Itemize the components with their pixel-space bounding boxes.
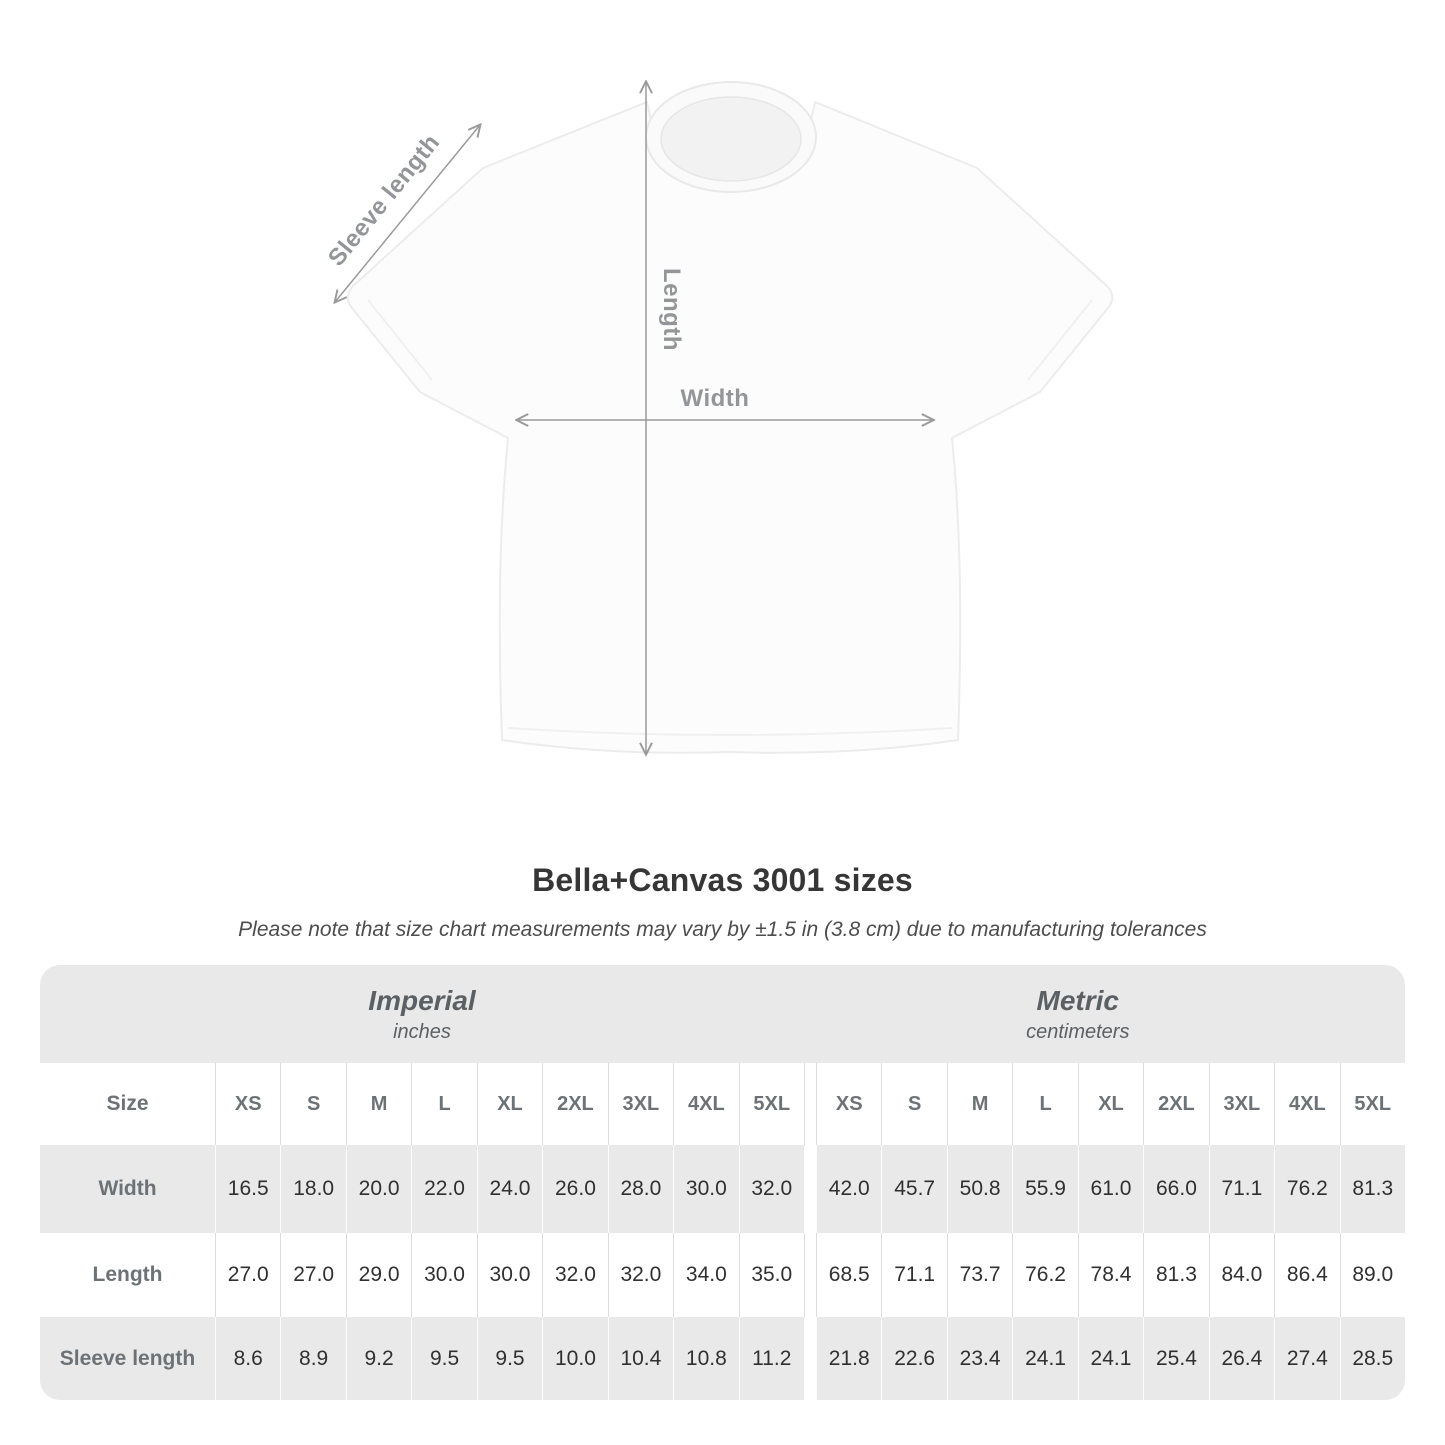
metric-value-cell: 73.7 (947, 1233, 1012, 1317)
size-column-header: 3XL (608, 1063, 673, 1145)
metric-value-cell: 50.8 (947, 1145, 1012, 1233)
metric-value-cell: 86.4 (1274, 1233, 1339, 1317)
metric-value-cell: 45.7 (881, 1145, 946, 1233)
imperial-value-cell: 8.9 (280, 1317, 345, 1400)
table-row (40, 1233, 1405, 1317)
page-title: Bella+Canvas 3001 sizes (532, 862, 913, 898)
metric-value-cell: 89.0 (1340, 1233, 1405, 1317)
size-column-header: 4XL (1274, 1063, 1339, 1145)
size-column-header: L (1012, 1063, 1077, 1145)
imperial-value-cell: 30.0 (477, 1233, 542, 1317)
size-column-header: S (881, 1063, 946, 1145)
measurement-row-label: Width (98, 1177, 157, 1200)
size-column-header: 2XL (542, 1063, 607, 1145)
size-column-header: XL (477, 1063, 542, 1145)
imperial-value-cell: 26.0 (542, 1145, 607, 1233)
imperial-title: Imperial (368, 984, 476, 1016)
imperial-value-cell: 24.0 (477, 1145, 542, 1233)
imperial-value-cell: 32.0 (739, 1145, 804, 1233)
size-column-header: M (947, 1063, 1012, 1145)
metric-value-cell: 68.5 (816, 1233, 881, 1317)
size-column-header: 5XL (739, 1063, 804, 1145)
metric-value-cell: 24.1 (1012, 1317, 1077, 1400)
metric-value-cell: 28.5 (1340, 1317, 1405, 1400)
section-divider (804, 1233, 816, 1317)
imperial-value-cell: 18.0 (280, 1145, 345, 1233)
imperial-value-cell: 35.0 (739, 1233, 804, 1317)
metric-value-cell: 71.1 (881, 1233, 946, 1317)
imperial-value-cell: 11.2 (739, 1317, 804, 1400)
length-label: Length (658, 268, 685, 351)
metric-value-cell: 61.0 (1078, 1145, 1143, 1233)
imperial-value-cell: 22.0 (411, 1145, 476, 1233)
size-column-header: 3XL (1209, 1063, 1274, 1145)
table-row (40, 1145, 1405, 1233)
sleeve-length-label: Sleeve length (322, 129, 446, 272)
metric-value-cell: 76.2 (1274, 1145, 1339, 1233)
measurement-row-label: Length (92, 1263, 163, 1286)
size-column-header: S (280, 1063, 345, 1145)
section-divider (804, 1063, 816, 1145)
imperial-value-cell: 27.0 (215, 1233, 280, 1317)
metric-value-cell: 84.0 (1209, 1233, 1274, 1317)
imperial-value-cell: 9.2 (346, 1317, 411, 1400)
collar-inner (661, 97, 801, 181)
metric-section-header (816, 965, 1340, 1063)
unit-section-band (40, 965, 1405, 1063)
metric-unit: centimeters (1026, 1020, 1130, 1043)
metric-value-cell: 42.0 (816, 1145, 881, 1233)
size-column-header: L (411, 1063, 476, 1145)
size-column-header: 5XL (1340, 1063, 1405, 1145)
imperial-value-cell: 10.0 (542, 1317, 607, 1400)
metric-value-cell: 22.6 (881, 1317, 946, 1400)
imperial-value-cell: 10.8 (673, 1317, 738, 1400)
imperial-unit: inches (393, 1020, 451, 1043)
imperial-value-cell: 10.4 (608, 1317, 673, 1400)
imperial-value-cell: 8.6 (215, 1317, 280, 1400)
size-column-header: XS (816, 1063, 881, 1145)
metric-value-cell: 27.4 (1274, 1317, 1339, 1400)
metric-value-cell: 23.4 (947, 1317, 1012, 1400)
imperial-value-cell: 29.0 (346, 1233, 411, 1317)
metric-value-cell: 21.8 (816, 1317, 881, 1400)
metric-value-cell: 24.1 (1078, 1317, 1143, 1400)
size-column-header: 2XL (1143, 1063, 1208, 1145)
size-column-header: XS (215, 1063, 280, 1145)
metric-value-cell: 81.3 (1340, 1145, 1405, 1233)
metric-value-cell: 81.3 (1143, 1233, 1208, 1317)
metric-value-cell: 26.4 (1209, 1317, 1274, 1400)
imperial-section-header (40, 965, 804, 1063)
size-column-header: M (346, 1063, 411, 1145)
metric-value-cell: 71.1 (1209, 1145, 1274, 1233)
tshirt-image (348, 82, 1113, 753)
size-column-header: XL (1078, 1063, 1143, 1145)
metric-title: Metric (1036, 984, 1119, 1016)
size-header-row (40, 1063, 1405, 1145)
metric-value-cell: 25.4 (1143, 1317, 1208, 1400)
imperial-value-cell: 32.0 (608, 1233, 673, 1317)
metric-value-cell: 76.2 (1012, 1233, 1077, 1317)
metric-value-cell: 55.9 (1012, 1145, 1077, 1233)
imperial-value-cell: 30.0 (673, 1145, 738, 1233)
imperial-value-cell: 27.0 (280, 1233, 345, 1317)
metric-value-cell: 66.0 (1143, 1145, 1208, 1233)
measurement-row-label: Sleeve length (59, 1346, 196, 1370)
tshirt-diagram (280, 40, 1160, 850)
section-divider (804, 1317, 816, 1400)
tolerance-note: Please note that size chart measurements may vary by ±1.5 in (3.8 cm) due to manufacturing tolerances (238, 918, 1207, 941)
imperial-value-cell: 20.0 (346, 1145, 411, 1233)
size-table (40, 965, 1405, 1400)
imperial-value-cell: 30.0 (411, 1233, 476, 1317)
size-column-header: 4XL (673, 1063, 738, 1145)
imperial-value-cell: 9.5 (411, 1317, 476, 1400)
section-divider (804, 1145, 816, 1233)
imperial-value-cell: 32.0 (542, 1233, 607, 1317)
width-label: Width (680, 385, 750, 412)
imperial-value-cell: 28.0 (608, 1145, 673, 1233)
imperial-value-cell: 34.0 (673, 1233, 738, 1317)
size-corner-header: Size (106, 1092, 149, 1115)
table-row (40, 1317, 1405, 1400)
imperial-value-cell: 9.5 (477, 1317, 542, 1400)
imperial-value-cell: 16.5 (215, 1145, 280, 1233)
metric-value-cell: 78.4 (1078, 1233, 1143, 1317)
